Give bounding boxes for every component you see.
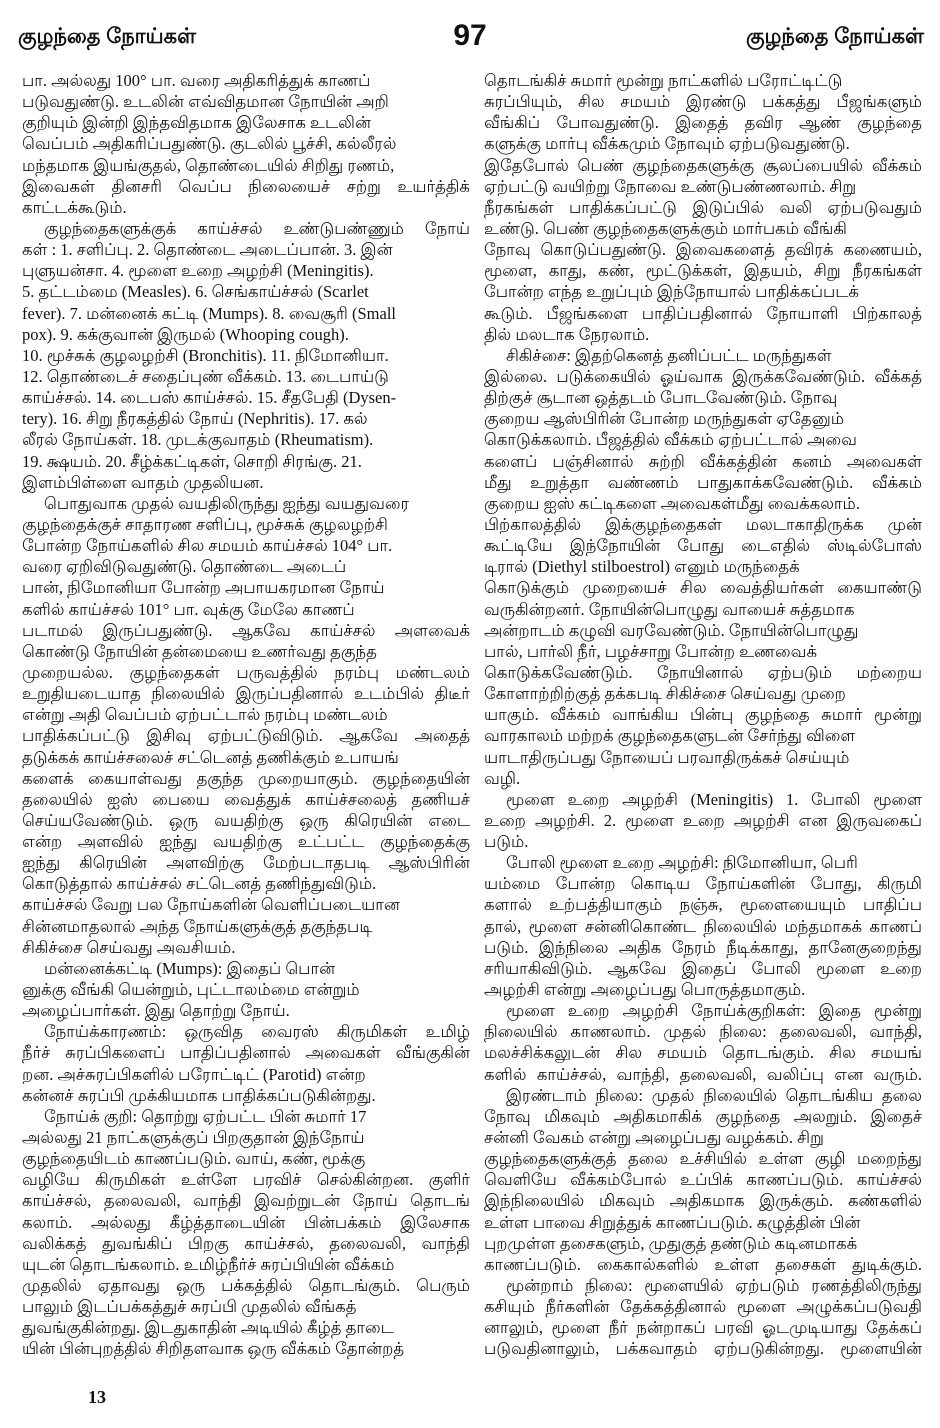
right-column-line	[484, 387, 922, 408]
line-text: இதேபோல் பெண் குழந்தைகளுக்கு சூலப்பையில் வீக்கம்	[484, 155, 922, 175]
right-column-line	[484, 112, 922, 133]
line-text: இளம்பிள்ளை வாதம் முதலியன.	[22, 472, 264, 492]
line-text: அன்றாடம் கழுவி வரவேண்டும். நோயின்பொழுது	[484, 620, 859, 640]
line-text: கொடுத்தால் காய்ச்சல் சட்டெனத் தணிந்துவிடும்.	[22, 874, 377, 894]
line-text: திற்குச் சூடான ஒத்தடம் போடவேண்டும். நோவு	[484, 388, 838, 408]
running-header-right: குழந்தை நோய்கள்	[745, 25, 924, 48]
running-header-left: குழந்தை நோய்கள்	[18, 25, 197, 48]
line-text: ஏற்பட்டு வயிற்று நோவை உண்டுபண்ணலாம். சிறு	[484, 176, 857, 196]
left-column-line	[22, 768, 470, 789]
line-text: என்ற அளவில் ஐந்து வயதிற்கு உட்பட்ட குழந்தைக்கு	[22, 832, 470, 852]
line-text: வழியே கிருமிகள் உள்ளே பரவிச் செல்கின்றன. குளிர்	[22, 1170, 470, 1190]
left-column	[22, 70, 470, 1360]
right-column-line	[484, 683, 922, 704]
line-text: வழி.	[484, 768, 521, 788]
line-text: யாகும். வீக்கம் வாங்கிய பின்பு குழந்தை சுமார் மூன்று	[484, 705, 922, 725]
left-column-line	[22, 472, 470, 493]
right-column-line	[484, 916, 922, 937]
line-text: யம்மை போன்ற கொடிய நோய்களின் போது, கிருமி	[484, 874, 922, 894]
left-column-line	[22, 1296, 470, 1317]
line-text: நிலையில் காணலாம். முதல் நிலை: தலைவலி, வாந்தி,	[484, 1022, 922, 1042]
page-number: 97	[453, 19, 487, 52]
line-text: களில் காய்ச்சல், வாந்தி, தலைவலி, வலிப்பு என வரும்.	[484, 1064, 922, 1084]
line-text: கொடுக்கும் முறையைச் சில வைத்தியர்கள் கையாண்டு	[484, 578, 922, 598]
line-text: உறை அழற்சி. 2. மூளை உறை அழற்சி என இருவகைப்	[484, 810, 922, 830]
right-column-line	[484, 197, 922, 218]
left-column-line	[22, 704, 470, 725]
line-text: மூன்றாம் நிலை: மூளையில் ஏற்படும் ரணத்திலிருந்து	[506, 1276, 922, 1296]
left-column-line	[22, 535, 470, 556]
line-text: களால் உற்பத்தியாகும் நஞ்சு, மூளையையும் பாதிப்ப	[484, 895, 922, 915]
left-column-line	[22, 493, 470, 514]
left-column-line	[22, 1021, 470, 1042]
line-text: fever). 7. மன்னைக் கட்டி (Mumps). 8. வைசூரி (Small	[22, 303, 397, 323]
line-text: னாலும், மூளை நீர் நன்றாகப் பரவி ஓடமுடியாது தேக்கப்	[484, 1318, 922, 1338]
line-text: கூட்டியே இந்நோயின் போது டைஎதில் ஸ்டில்போஸ்	[484, 536, 922, 556]
left-column-line	[22, 514, 470, 535]
line-text: பாதிக்கப்பட்டு இசிவு ஏற்பட்டுவிடும். ஆகவே அதைத்	[22, 726, 470, 746]
line-text: யின் பின்புறத்தில் சிறிதளவாக ஒரு வீக்கம் தோன்றத்	[22, 1339, 405, 1359]
left-column-line	[22, 747, 470, 768]
right-column-line	[484, 1085, 922, 1106]
line-text: மலச்சிக்கலுடன் சில சமயம் தொடங்கும். சில சமயங்	[484, 1043, 922, 1063]
line-text: பா. அல்லது 100° பா. வரை அதிகரித்துக் காணப்	[22, 71, 371, 90]
line-text: களுக்கு மார்பு வீக்கமும் நோவும் ஏற்படுவதுண்டு.	[484, 134, 850, 154]
line-text: தில் மலடாக நேரலாம்.	[484, 324, 650, 344]
line-text: முறையல்ல. குழந்தைகள் பருவத்தில் நரம்பு மண்டலம்	[22, 662, 470, 682]
right-column-line	[484, 70, 922, 91]
line-text: படும். இந்நிலை அதிக நேரம் நீடிக்காது, தானேகுறைந்து	[484, 937, 922, 957]
line-text: மன்னைக்கட்டி (Mumps): இதைப் பொன்	[44, 958, 336, 978]
left-column-line	[22, 112, 470, 133]
line-text: களில் காய்ச்சல் 101° பா. வுக்கு மேலே காணப்	[22, 599, 355, 619]
left-column-line	[22, 599, 470, 620]
right-column-line	[484, 979, 922, 1000]
right-column-line	[484, 873, 922, 894]
line-text: யாடாதிருப்பது நோயைப் பரவாதிருக்கச் செய்யும்	[484, 747, 850, 767]
line-text: படும்.	[484, 832, 529, 852]
line-text: மந்தமாக இயங்குதல், தொண்டையில் சிறிது ரணம்,	[22, 155, 395, 175]
right-column-line	[484, 1212, 922, 1233]
right-column-line	[484, 366, 922, 387]
line-text: போன்ற எந்த உறுப்பும் இந்நோயால் பாதிக்கப்படக்	[484, 282, 859, 302]
left-column-line	[22, 133, 470, 154]
line-text: படுவதினாலும், பக்கவாதம் ஏற்படுகின்றது. மூளையின்	[484, 1339, 922, 1359]
line-text: மூளை உறை அழற்சி (Meningitis) 1. போலி மூளை	[506, 789, 922, 809]
left-column-line	[22, 789, 470, 810]
right-column-line	[484, 1275, 922, 1296]
right-column-line	[484, 704, 922, 725]
left-column-line	[22, 852, 470, 873]
right-column-line	[484, 1317, 922, 1338]
right-column-line	[484, 1127, 922, 1148]
line-text: வெப்பம் அதிகரிப்பதுண்டு. குடலில் பூச்சி, கல்லீரல்	[22, 134, 397, 154]
line-text: கொடுக்கலாம். பீஜத்தில் வீக்கம் ஏற்பட்டால் அவை	[484, 430, 857, 450]
left-column-line	[22, 556, 470, 577]
line-text: காணப்படும். கைகால்களில் உள்ள தசைகள் துடிக்கும்.	[484, 1254, 922, 1274]
left-column-line	[22, 1275, 470, 1296]
right-column-line	[484, 1338, 922, 1359]
line-text: காட்டக்கூடும்.	[22, 197, 127, 217]
left-column-line	[22, 894, 470, 915]
left-column-line	[22, 1042, 470, 1063]
left-column-line	[22, 1233, 470, 1254]
line-text: காய்ச்சல். 14. டைபஸ் காய்ச்சல். 15. சீதபேதி (Dysen-	[22, 388, 397, 408]
line-text: புளுயன்சா. 4. மூளை உறை அழற்சி (Meningitis).	[22, 261, 374, 281]
line-text: பாலும் இடப்பக்கத்துச் சுரப்பி முதலில் வீங்கத்	[22, 1297, 357, 1317]
line-text: ஐந்து கிரெயின் அளவிற்கு மேற்படாதபடி ஆஸ்பிரின்	[22, 853, 470, 873]
line-text: துவங்குகின்றது. இடதுகாதின் அடியில் கீழ்த் தாடை	[22, 1318, 394, 1338]
line-text: டிரால் (Diethyl stilboestrol) எனும் மருந்தைக்	[484, 557, 800, 577]
line-text: உண்டு. பெண் குழந்தைகளுக்கும் மார்பகம் வீங்கி	[484, 218, 847, 238]
line-text: போன்ற நோய்களில் சில சமயம் காய்ச்சல் 104° பா.	[22, 536, 393, 556]
right-column-line	[484, 1254, 922, 1275]
line-text: பால், பார்லி நீர், பழச்சாறு போன்ற உணவைக்	[484, 641, 817, 661]
line-text: செய்யவேண்டும். ஒரு வயதிற்கு ஒரு கிரெயின் எடை	[22, 810, 470, 830]
left-column-line	[22, 176, 470, 197]
right-column-line	[484, 937, 922, 958]
line-text: நோவு மிகவும் அதிகமாகிக் குழந்தை அலறும். இதைச்	[484, 1106, 922, 1126]
line-text: சிகிச்சை செய்வது அவசியம்.	[22, 937, 236, 957]
left-column-line	[22, 1064, 470, 1085]
left-column-line	[22, 1169, 470, 1190]
right-column-line	[484, 303, 922, 324]
line-text: இந்நிலையில் மிகவும் அதிகமாக இருக்கும். கண்களில்	[484, 1191, 922, 1211]
line-text: வலிக்கத் துவங்கிப் பிறகு காய்ச்சல், தலைவலி, வாந்தி	[22, 1233, 470, 1253]
line-text: யுடன் தொடங்கலாம். உமிழ்நீர்ச் சுரப்பியின் வீக்கம்	[22, 1254, 395, 1274]
line-text: படுவதுண்டு. உடலின் எவ்விதமான நோயின் அறி	[22, 92, 389, 112]
line-text: கள் : 1. சளிப்பு. 2. தொண்டை அடைப்பான். 3. இன்	[22, 240, 393, 260]
line-text: லீரல் நோய்கள். 18. முடக்குவாதம் (Rheumatism).	[22, 430, 374, 450]
left-column-line	[22, 408, 470, 429]
right-column-line	[484, 429, 922, 450]
line-text: குழந்தைகளுக்குத் தலை உச்சியில் உள்ள குழி மறைந்து	[484, 1149, 922, 1169]
left-column-line	[22, 1085, 470, 1106]
line-text: கசியும் நீர்களின் தேக்கத்தினால் மூளை அழுக்கப்படுவதி	[484, 1297, 922, 1317]
right-column-line	[484, 852, 922, 873]
line-text: சின்னமாதலால் அந்த நோய்களுக்குத் தகுந்தபடி	[22, 916, 373, 936]
line-text: சுரப்பியும், சில சமயம் இரண்டு பக்கத்து பீஜங்களும்	[484, 92, 922, 112]
line-text: 19. க்ஷயம். 20. சீழ்க்கட்டிகள், சொறி சிரங்கு. 21.	[22, 451, 362, 471]
line-text: வாரகாலம் மற்றக் குழந்தைகளுடன் சேர்ந்து விளை	[484, 726, 856, 746]
line-text: போலி மூளை உறை அழற்சி: நிமோனியா, பெரி	[506, 853, 858, 873]
right-column-line	[484, 472, 922, 493]
right-column-line	[484, 1042, 922, 1063]
line-text: அழற்சி என்று அழைப்பது பொருத்தமாகும்.	[484, 980, 806, 1000]
line-text: 12. தொண்டைச் சதைப்புண் வீக்கம். 13. டைபாய்டு	[22, 366, 389, 386]
line-text: களைப் பஞ்சினால் சுற்றி வீக்கத்தின் கனம் அவைகள்	[484, 451, 922, 471]
left-column-line	[22, 979, 470, 1000]
left-column-line	[22, 810, 470, 831]
left-column-line	[22, 197, 470, 218]
right-column-line	[484, 831, 922, 852]
right-column-line	[484, 176, 922, 197]
right-column-line	[484, 958, 922, 979]
left-column-line	[22, 303, 470, 324]
left-column-line	[22, 916, 470, 937]
left-column-line	[22, 366, 470, 387]
line-text: கலாம். அல்லது கீழ்த்தாடையின் பின்பக்கம் இலேசாக	[22, 1212, 470, 1232]
right-column-line	[484, 239, 922, 260]
left-column-line	[22, 577, 470, 598]
line-text: இல்லை. படுக்கையில் ஓய்வாக இருக்கவேண்டும். வீக்கத்	[484, 366, 922, 386]
right-column-line	[484, 577, 922, 598]
right-column-line	[484, 324, 922, 345]
line-text: சரியாகிவிடும். ஆகவே இதைப் போலி மூளை உறை	[484, 958, 922, 978]
line-text: முதலில் ஏதாவது ஒரு பக்கத்தில் தொடங்கும். பெரும்	[22, 1276, 470, 1296]
right-column-line	[484, 599, 922, 620]
left-column-line	[22, 429, 470, 450]
right-column-line	[484, 1064, 922, 1085]
left-column-line	[22, 451, 470, 472]
left-column-line	[22, 683, 470, 704]
line-text: அல்லது 21 நாட்களுக்குப் பிறகுதான் இந்நோய்	[22, 1128, 365, 1148]
right-column-line	[484, 408, 922, 429]
line-text: குறைய ஆஸ்பிரின் போன்ற மருந்துகள் ஏதேனும்	[484, 409, 845, 429]
right-column-line	[484, 620, 922, 641]
line-text: வீங்கிப் போவதுண்டு. இதைத் தவிர ஆண் குழந்தை	[484, 113, 922, 133]
right-column-line	[484, 1233, 922, 1254]
left-column-line	[22, 1338, 470, 1359]
line-text: பான், நிமோனியா போன்ற அபாயகரமான நோய்	[22, 578, 385, 598]
line-text: தடுக்கக் காய்ச்சலைச் சட்டெனத் தணிக்கும் உபாயங்	[22, 747, 399, 767]
left-column-line	[22, 1254, 470, 1275]
right-column-line	[484, 768, 922, 789]
right-column-line	[484, 1000, 922, 1021]
right-column-line	[484, 91, 922, 112]
line-text: புறமுள்ள தசைகளும், முதுகுத் தண்டும் கடினமாகக்	[484, 1233, 858, 1253]
left-column-line	[22, 937, 470, 958]
line-text: வருகின்றனர். நோயின்பொழுது வாயைச் சுத்தமாக	[484, 599, 855, 619]
line-text: அழைப்பார்கள். இது தொற்று நோய்.	[22, 1001, 290, 1021]
right-column-line	[484, 155, 922, 176]
line-text: pox). 9. கக்குவான் இருமல் (Whooping cough).	[22, 324, 349, 344]
right-column-line	[484, 641, 922, 662]
left-column-line	[22, 387, 470, 408]
right-column-line	[484, 218, 922, 239]
right-column-line	[484, 1169, 922, 1190]
line-text: குழந்தையிடம் காணப்படும். வாய், கண், மூக்கு	[22, 1149, 366, 1169]
left-column-line	[22, 281, 470, 302]
line-text: குறியும் இன்றி இந்தவிதமாக இலேசாக உடலின்	[22, 113, 371, 133]
right-column-line	[484, 1148, 922, 1169]
line-text: நோவு கொடுப்பதுண்டு. இவைகளைத் தவிரக் கணையம்,	[484, 240, 922, 260]
left-column-line	[22, 345, 470, 366]
left-column-line	[22, 1127, 470, 1148]
line-text: மீது உறுத்தா வண்ணம் பாதுகாக்கவேண்டும். வீக்கம்	[484, 472, 922, 492]
left-column-line	[22, 91, 470, 112]
right-column-line	[484, 1106, 922, 1127]
line-text: குழந்தைகளுக்குக் காய்ச்சல் உண்டுபண்ணும் நோய்	[44, 218, 470, 238]
line-text: 10. மூச்சுக் குழலழற்சி (Bronchitis). 11. நிமோனியா.	[22, 345, 389, 365]
line-text: இரண்டாம் நிலை: முதல் நிலையில் தொடங்கிய தலை	[506, 1085, 922, 1105]
line-text: மூளை உறை அழற்சி நோய்க்குறிகள்: இதை மூன்று	[506, 1001, 922, 1021]
line-text: குறைய ஐஸ் கட்டிகளை அவைகள்மீது வைக்கலாம்.	[484, 493, 860, 513]
left-column-line	[22, 155, 470, 176]
left-column-line	[22, 1212, 470, 1233]
right-column-line	[484, 260, 922, 281]
line-text: இவைகள் தினசரி வெப்ப நிலையைச் சற்று உயர்த்திக்	[22, 176, 470, 196]
line-text: காய்ச்சல், தலைவலி, வாந்தி இவற்றுடன் நோய் தொடங்	[22, 1191, 470, 1211]
line-text: களைக் கையாள்வது தகுந்த முறையாகும். குழந்தையின்	[22, 768, 470, 788]
right-column-line	[484, 493, 922, 514]
right-column-line	[484, 535, 922, 556]
line-text: கொடுக்கவேண்டும். நோயினால் ஏற்படும் மற்றைய	[484, 662, 922, 682]
left-column-line	[22, 641, 470, 662]
left-column-line	[22, 620, 470, 641]
line-text: சிகிச்சை: இதற்கெனத் தனிப்பட்ட மருந்துகள்	[506, 345, 832, 365]
left-column-line	[22, 218, 470, 239]
right-column-line	[484, 345, 922, 366]
left-column-line	[22, 1190, 470, 1211]
left-column-line	[22, 662, 470, 683]
line-text: உள்ள பாவை சிறுத்துக் காணப்படும். கழுத்தின் பின்	[484, 1212, 861, 1232]
line-text: கொண்டு நோயின் தன்மையை உணர்வது தகுந்த	[22, 641, 377, 661]
left-column-line	[22, 239, 470, 260]
right-column	[484, 70, 922, 1360]
right-column-line	[484, 514, 922, 535]
right-column-line	[484, 789, 922, 810]
left-column-line	[22, 1317, 470, 1338]
line-text: காய்ச்சல் வேறு பல நோய்களின் வெளிப்படையான	[22, 895, 400, 915]
line-text: சன்னி வேகம் என்று அழைப்பது வழக்கம். சிறு	[484, 1128, 824, 1148]
left-column-line	[22, 1000, 470, 1021]
line-text: றன. அச்சுரப்பிகளில் பரோட்டிட் (Parotid) என்ற	[22, 1064, 366, 1084]
line-text: கூடும். பீஜங்களை பாதிப்பதினால் நோயாளி பிற்காலத்	[484, 303, 922, 323]
line-text: நோய்க்காரணம்: ஒருவித வைரஸ் கிருமிகள் உமிழ்	[44, 1022, 470, 1042]
right-column-line	[484, 451, 922, 472]
line-text: தொடங்கிச் சுமார் மூன்று நாட்களில் பரோட்டிட்டு	[484, 71, 843, 90]
line-text: நோய்க் குறி: தொற்று ஏற்பட்ட பின் சுமார் 17	[44, 1106, 367, 1126]
left-column-line	[22, 324, 470, 345]
left-column-line	[22, 1148, 470, 1169]
right-column-line	[484, 556, 922, 577]
line-text: பொதுவாக முதல் வயதிலிருந்து ஐந்து வயதுவரை	[44, 493, 410, 513]
line-text: நீர்ச் சுரப்பிகளைப் பாதிப்பதினால் அவைகள் வீங்குகின்	[22, 1043, 470, 1063]
line-text: வரை ஏறிவிடுவதுண்டு. தொண்டை அடைப்	[22, 557, 347, 577]
left-column-line	[22, 873, 470, 894]
right-column-line	[484, 1021, 922, 1042]
right-column-line	[484, 725, 922, 746]
line-text: கோளாற்றிற்குத் தக்கபடி சிகிச்சை செய்வது முறை	[484, 684, 846, 704]
line-text: வெளியே வீக்கம்போல் உப்பிக் காணப்படும். காய்ச்சல்	[484, 1170, 922, 1190]
right-column-line	[484, 281, 922, 302]
line-text: படாமல் இருப்பதுண்டு. ஆகவே காய்ச்சல் அளவைக்	[22, 620, 470, 640]
right-column-line	[484, 1296, 922, 1317]
line-text: மூளை, காது, கண், மூட்டுக்கள், இதயம், சிறு நீரகங்கள்	[484, 261, 922, 281]
right-column-line	[484, 133, 922, 154]
line-text: tery). 16. சிறு நீரகத்தில் நோய் (Nephritis). 17. கல்	[22, 409, 368, 429]
left-column-line	[22, 1106, 470, 1127]
left-column-line	[22, 260, 470, 281]
line-text: என்று அதி வெப்பம் ஏற்பட்டால் நரம்பு மண்டலம்	[22, 705, 388, 725]
line-text: கன்னச் சுரப்பி முக்கியமாக பாதிக்கப்படுகின்றது.	[22, 1085, 376, 1105]
right-column-line	[484, 894, 922, 915]
right-column-line	[484, 662, 922, 683]
signature-mark: 13	[88, 1387, 106, 1407]
left-column-line	[22, 70, 470, 91]
line-text: னுக்கு வீங்கி யென்றும், புட்டாலம்மை என்றும்	[22, 980, 360, 1000]
line-text: பிற்காலத்தில் இக்குழந்தைகள் மலடாகாதிருக்க முன்	[484, 514, 922, 534]
right-column-line	[484, 1190, 922, 1211]
line-text: தலையில் ஐஸ் பையை வைத்துக் காய்ச்சலைத் தணியச்	[22, 789, 470, 809]
left-column-line	[22, 725, 470, 746]
right-column-line	[484, 810, 922, 831]
line-text: குழந்தைக்குச் சாதாரண சளிப்பு, மூச்சுக் குழலழற்சி	[22, 514, 388, 534]
left-column-line	[22, 831, 470, 852]
left-column-line	[22, 958, 470, 979]
right-column-line	[484, 747, 922, 768]
line-text: 5. தட்டம்மை (Measles). 6. செங்காய்ச்சல் (Scarlet	[22, 282, 369, 302]
line-text: உறுதியடையாத நிலையில் இருப்பதினால் உடம்பில் திடீர்	[22, 684, 470, 704]
line-text: நீரகங்கள் பாதிக்கப்பட்டு இடுப்பில் வலி ஏற்படுவதும்	[484, 197, 922, 217]
line-text: தால், மூளை சன்னிகொண்ட நிலையில் மந்தமாகக் காணப்	[484, 916, 922, 936]
